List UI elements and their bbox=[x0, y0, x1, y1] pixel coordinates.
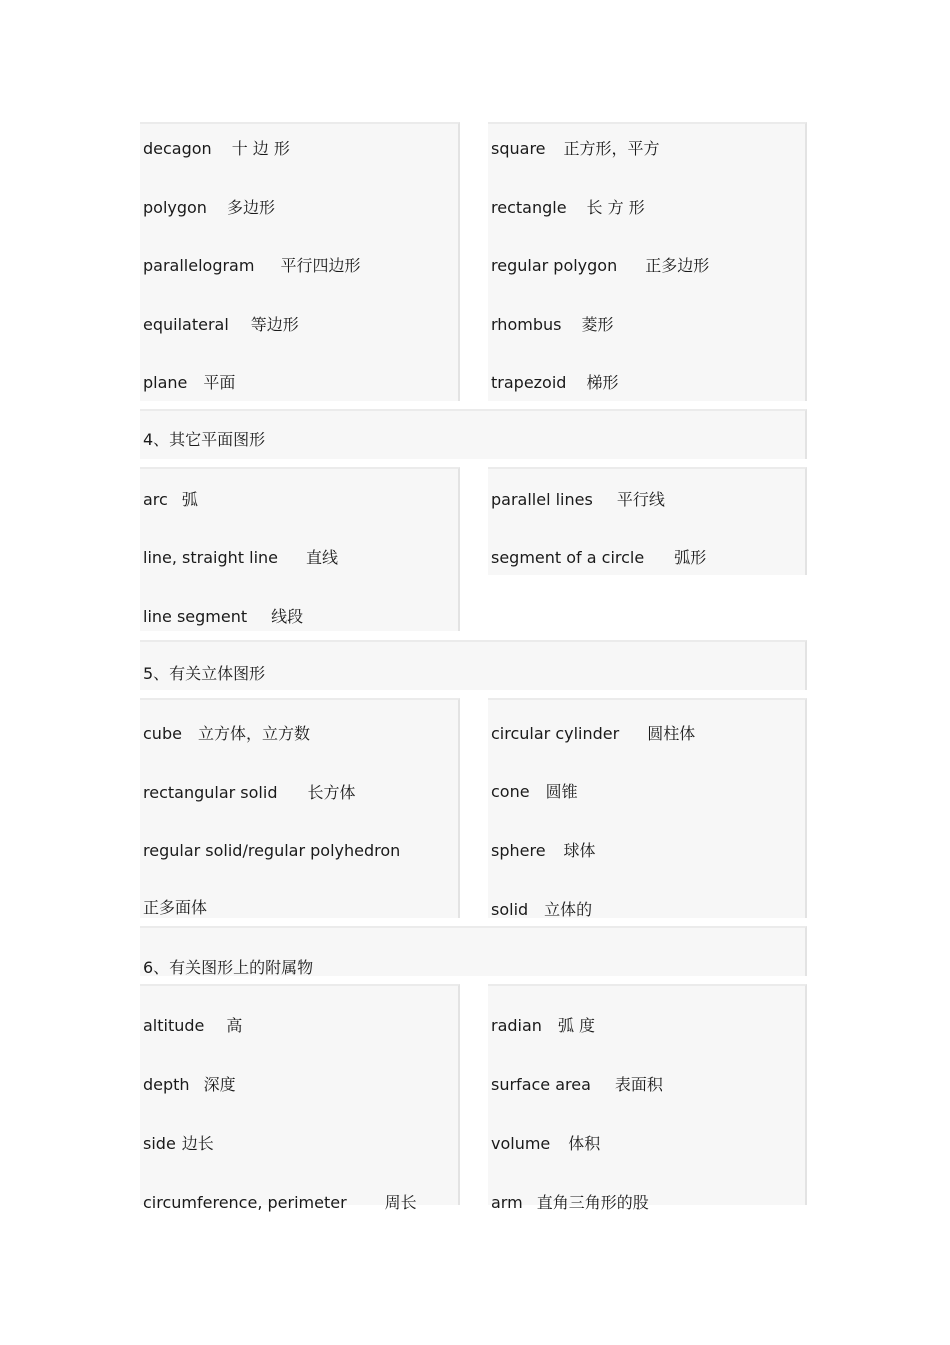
term-row bbox=[143, 1016, 242, 1036]
term-zh: 正多边形 bbox=[645, 256, 710, 275]
term-zh: 梯形 bbox=[586, 373, 619, 392]
term-en: side bbox=[143, 1134, 176, 1153]
term-zh: 长 方 形 bbox=[586, 198, 645, 217]
term-row bbox=[143, 1075, 236, 1095]
term-en: rectangular solid bbox=[143, 783, 278, 802]
section4-left-cell bbox=[140, 467, 460, 631]
term-en: circumference, perimeter bbox=[143, 1193, 347, 1212]
term-en: cube bbox=[143, 724, 182, 743]
term-zh: 圆柱体 bbox=[647, 724, 696, 743]
term-row bbox=[491, 782, 578, 802]
term-zh: 平行四边形 bbox=[280, 256, 361, 275]
term-row bbox=[491, 198, 645, 218]
term-zh: 弧 bbox=[181, 490, 198, 509]
term-zh: 等边形 bbox=[250, 315, 299, 334]
term-row bbox=[491, 548, 706, 568]
term-row bbox=[491, 490, 665, 510]
term-en: regular polygon bbox=[491, 256, 618, 275]
section3-left-cell bbox=[140, 122, 460, 401]
term-en: line segment bbox=[143, 607, 248, 626]
term-zh: 正多面体 bbox=[143, 898, 208, 917]
term-zh: 菱形 bbox=[581, 315, 614, 334]
term-zh: 周长 bbox=[384, 1193, 417, 1212]
term-en: trapezoid bbox=[491, 373, 567, 392]
term-en: volume bbox=[491, 1134, 551, 1153]
term-zh: 平面 bbox=[203, 373, 236, 392]
term-row bbox=[491, 256, 709, 276]
section-title: 4、其它平面图形 bbox=[143, 430, 266, 449]
section-header bbox=[140, 926, 807, 976]
term-en: line, straight line bbox=[143, 548, 279, 567]
section6-right-cell bbox=[488, 984, 807, 1212]
term-zh: 圆锥 bbox=[545, 782, 578, 801]
term-row bbox=[491, 1016, 595, 1036]
term-zh: 直角三角形的股 bbox=[536, 1193, 649, 1212]
term-zh: 立方体，立方数 bbox=[197, 724, 310, 743]
term-zh: 深度 bbox=[203, 1075, 236, 1094]
section5-left-cell bbox=[140, 698, 460, 918]
term-row bbox=[491, 841, 596, 861]
term-en: cone bbox=[491, 782, 530, 801]
term-row bbox=[491, 1075, 663, 1095]
term-en: equilateral bbox=[143, 315, 229, 334]
term-row bbox=[143, 841, 400, 861]
term-zh: 十 边 形 bbox=[231, 139, 290, 158]
term-en: segment of a circle bbox=[491, 548, 645, 567]
term-row bbox=[143, 1193, 417, 1213]
term-row bbox=[143, 783, 355, 803]
term-en: plane bbox=[143, 373, 188, 392]
term-row bbox=[491, 1193, 649, 1213]
section-header bbox=[140, 640, 807, 690]
term-zh: 边长 bbox=[181, 1134, 214, 1153]
term-en: parallel lines bbox=[491, 490, 593, 509]
term-row bbox=[143, 315, 299, 335]
term-zh: 平行线 bbox=[616, 490, 665, 509]
term-en: radian bbox=[491, 1016, 542, 1035]
section-header bbox=[140, 409, 807, 459]
term-row bbox=[491, 724, 695, 744]
term-zh: 多边形 bbox=[226, 198, 275, 217]
term-zh: 长方体 bbox=[307, 783, 356, 802]
term-zh: 弧形 bbox=[674, 548, 707, 567]
term-row bbox=[491, 139, 660, 159]
term-en: regular solid/regular polyhedron bbox=[143, 841, 401, 860]
term-row bbox=[491, 1134, 600, 1154]
term-en: arm bbox=[491, 1193, 523, 1212]
term-row bbox=[143, 490, 198, 510]
section-title: 6、有关图形上的附属物 bbox=[143, 958, 314, 977]
term-en: rhombus bbox=[491, 315, 562, 334]
term-zh: 立体的 bbox=[544, 900, 593, 919]
section3-right-cell bbox=[488, 122, 807, 401]
term-en: sphere bbox=[491, 841, 546, 860]
term-en: rectangle bbox=[491, 198, 567, 217]
term-row bbox=[143, 724, 310, 744]
term-en: decagon bbox=[143, 139, 212, 158]
term-en: square bbox=[491, 139, 546, 158]
section4-right-cell bbox=[488, 467, 807, 575]
term-row bbox=[491, 373, 618, 393]
term-zh: 表面积 bbox=[614, 1075, 663, 1094]
term-en: parallelogram bbox=[143, 256, 255, 275]
term-en: solid bbox=[491, 900, 529, 919]
term-row bbox=[143, 373, 235, 393]
term-zh: 直线 bbox=[306, 548, 339, 567]
term-en: arc bbox=[143, 490, 168, 509]
term-row bbox=[491, 315, 613, 335]
term-row bbox=[143, 256, 360, 276]
term-row bbox=[143, 548, 338, 568]
term-en: depth bbox=[143, 1075, 190, 1094]
term-zh: 高 bbox=[226, 1016, 243, 1035]
term-row bbox=[143, 607, 303, 627]
term-zh: 弧 度 bbox=[557, 1016, 596, 1035]
term-en: surface area bbox=[491, 1075, 591, 1094]
term-row bbox=[143, 139, 290, 159]
term-zh: 正方形，平方 bbox=[563, 139, 660, 158]
section6-left-cell bbox=[140, 984, 460, 1212]
section-title: 5、有关立体图形 bbox=[143, 664, 266, 683]
term-zh: 线段 bbox=[271, 607, 304, 626]
term-zh: 球体 bbox=[563, 841, 596, 860]
term-en: altitude bbox=[143, 1016, 205, 1035]
term-row bbox=[143, 1134, 214, 1154]
term-en: polygon bbox=[143, 198, 207, 217]
section5-right-cell bbox=[488, 698, 807, 918]
term-row bbox=[491, 900, 592, 920]
term-zh: 体积 bbox=[568, 1134, 601, 1153]
term-row bbox=[143, 198, 275, 218]
term-en: circular cylinder bbox=[491, 724, 620, 743]
